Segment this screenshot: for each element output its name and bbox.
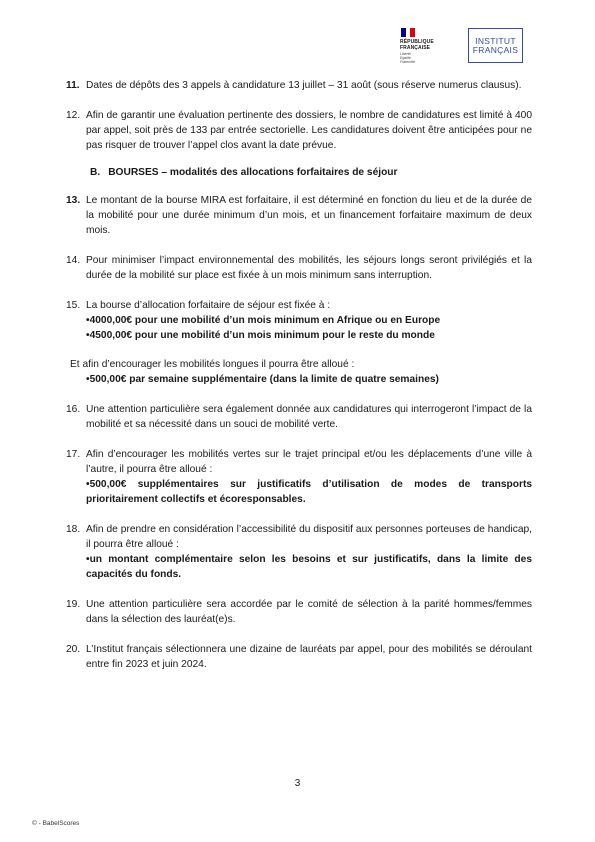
bullet-item: • 4000,00€ pour une mobilité d’un mois minimum en Afrique ou en Europe xyxy=(86,313,532,328)
item-15 xyxy=(66,298,532,343)
item-number: 17. xyxy=(66,449,81,460)
item-number: 19. xyxy=(66,599,81,610)
item-text: Dates de dépôts des 3 appels à candidature 13 juillet – 31 août (sous réserve numerus clausus). xyxy=(86,80,522,91)
item-19 xyxy=(66,597,532,627)
item-17 xyxy=(66,447,532,507)
item-number: 15. xyxy=(66,300,81,311)
item-number: 13. xyxy=(66,195,81,206)
item-number: 20. xyxy=(66,644,81,655)
item-text: Une attention particulière sera accordée par le comité de sélection à la parité hommes/femmes dans la sélection des lauréat(e)s. xyxy=(86,599,532,625)
item-text: Afin de prendre en considération l’accessibilité du dispositif aux personnes porteuses de handicap, il pourra être alloué : xyxy=(86,524,532,550)
bullet-item: • 500,00€ par semaine supplémentaire (dans la limite de quatre semaines) xyxy=(70,372,532,387)
item-20 xyxy=(66,642,532,672)
if-logo-line-2: FRANÇAIS xyxy=(472,44,519,55)
item-text: La bourse d’allocation forfaitaire de séjour est fixée à : xyxy=(86,300,331,311)
if-logo-line-1: INSTITUT xyxy=(475,35,516,46)
rf-motto-3: Fraternité xyxy=(400,60,415,64)
item-13 xyxy=(66,193,532,238)
item-11 xyxy=(66,78,532,93)
rf-motto-1: Liberté xyxy=(400,52,411,56)
item-text: Afin de garantir une évaluation pertinente des dossiers, le nombre de candidatures est limité à 400 par appel, soit près de 133 par entrée sectorielle. Les candidatures doivent être anticipées pour ne pas risquer de trouver l’appel clos avant la date prévue. xyxy=(86,110,532,151)
extra-text: Et afin d’encourager les mobilités longues il pourra être alloué : xyxy=(70,359,355,370)
item-14 xyxy=(66,253,532,283)
item-18 xyxy=(66,522,532,582)
item-number: 16. xyxy=(66,404,81,415)
item-16 xyxy=(66,402,532,432)
item-text: Le montant de la bourse MIRA est forfaitaire, il est déterminé en fonction du lieu et de la durée de la mobilité pour une durée minimum d’un mois, et un financement forfaitaire maximum de deux mois. xyxy=(86,195,532,236)
bullet-item: • un montant complémentaire selon les besoins et sur justificatifs, dans la limite des capacités du fonds. xyxy=(86,552,532,582)
republique-francaise-logo xyxy=(400,28,456,62)
french-flag-icon xyxy=(401,28,415,37)
bullet-item: • 500,00€ supplémentaires sur justificatifs d’utilisation de modes de transports prioritairement collectifs et écoresponsables. xyxy=(86,477,532,507)
item-number: 14. xyxy=(66,255,81,266)
item-text: Pour minimiser l’impact environnemental des mobilités, les séjours longs seront privilégiés et la durée de la mobilité sur place est fixée à un mois minimum sans interruption. xyxy=(86,255,532,281)
rf-motto-2: Égalité xyxy=(400,56,411,60)
footer-copyright: © - BabelScores xyxy=(32,820,80,827)
rf-title-line-2: FRANÇAISE xyxy=(400,45,431,51)
item-12 xyxy=(66,108,532,153)
item-number: 12. xyxy=(66,110,81,121)
extra-allowance xyxy=(66,357,532,387)
rf-motto xyxy=(400,52,456,64)
item-text: L’Institut français sélectionnera une dizaine de lauréats par appel, pour des mobilités se déroulant entre fin 2023 et juin 2024. xyxy=(86,644,532,670)
rf-title-line-1: RÉPUBLIQUE xyxy=(400,39,434,45)
item-text: Une attention particulière sera également donnée aux candidatures qui interrogeront l’impact de la mobilité et sa nécessité dans un souci de mobilité verte. xyxy=(86,404,532,430)
page-number: 3 xyxy=(294,778,301,789)
section-heading xyxy=(66,165,532,180)
item-text: Afin d’encourager les mobilités vertes sur le trajet principal et/ou les déplacements d’une ville à l’autre, il pourra être alloué : xyxy=(86,449,532,475)
bullet-item: • 4500,00€ pour une mobilité d’un mois minimum pour le reste du monde xyxy=(86,328,532,343)
item-number: 11. xyxy=(66,80,80,91)
institut-francais-logo xyxy=(468,28,523,63)
item-number: 18. xyxy=(66,524,81,535)
section-heading-number: B. xyxy=(90,167,101,178)
section-heading-text: BOURSES – modalités des allocations forfaitaires de séjour xyxy=(108,167,398,178)
document-body xyxy=(66,78,532,672)
